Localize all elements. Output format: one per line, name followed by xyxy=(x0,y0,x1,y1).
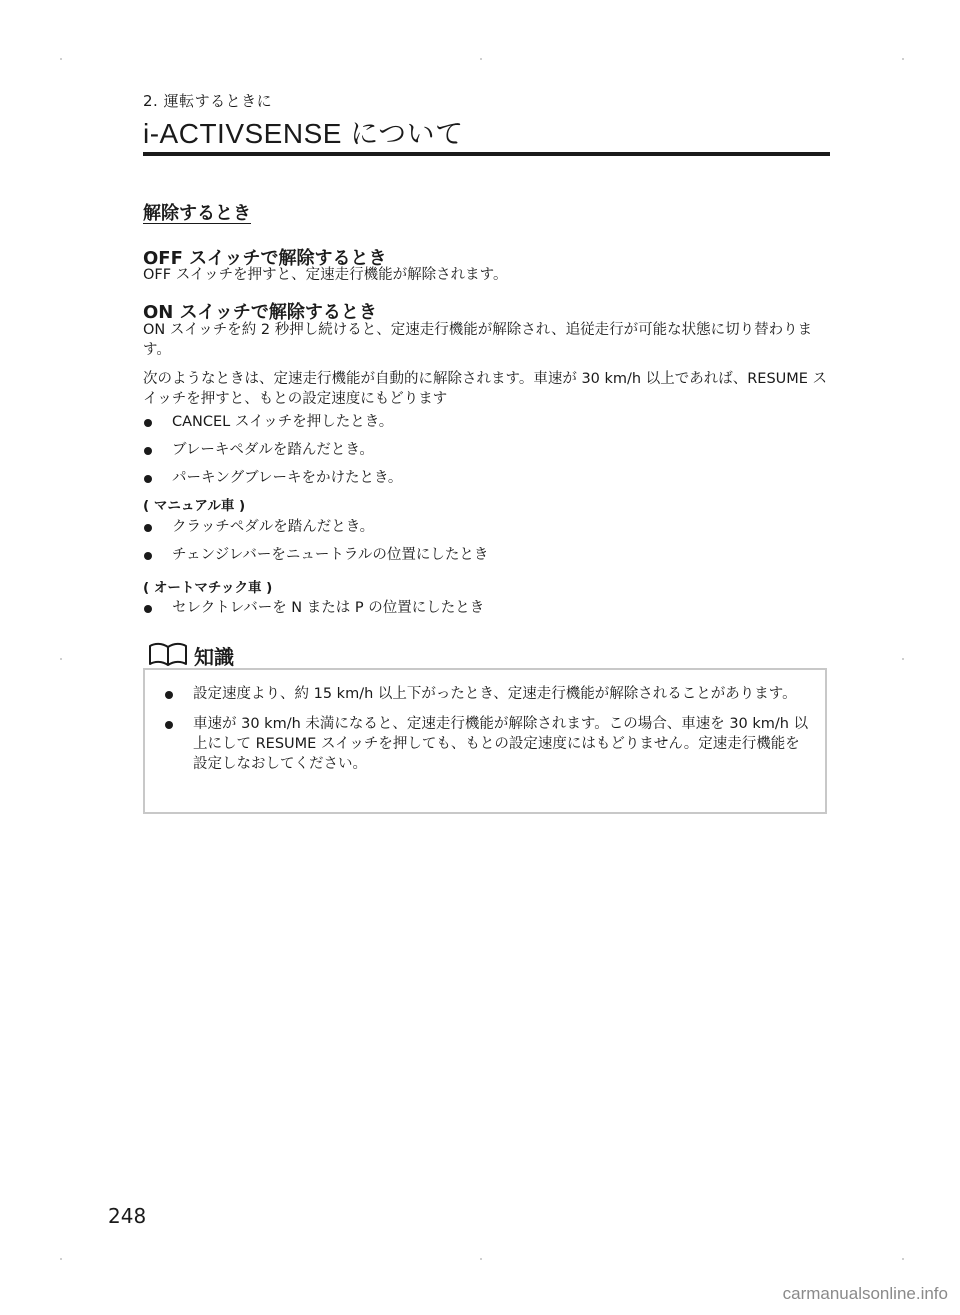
on-switch-heading: ON スイッチで解除するとき xyxy=(143,302,377,323)
manual-car-label: ( マニュアル車 ) xyxy=(143,498,246,514)
section-title: 解除するとき xyxy=(143,203,251,224)
page-title: i-ACTIVSENSE について xyxy=(143,118,464,149)
bullet-icon xyxy=(144,419,152,427)
list-item: ブレーキペダルを踏んだとき。 xyxy=(143,440,833,468)
on-switch-para2: 次のようなときは、定速走行機能が自動的に解除されます。車速が 30 km/h 以上であれば、RESUME スイッチを押すと、もとの設定速度にもどります xyxy=(143,371,828,407)
bullet-icon xyxy=(144,552,152,560)
list-item: チェンジレバーをニュートラルの位置にしたとき xyxy=(143,545,833,573)
title-divider xyxy=(143,152,830,156)
bullet-icon xyxy=(144,524,152,532)
watermark: carmanualsonline.info xyxy=(782,1284,948,1303)
chapter-label: 2. 運転するときに xyxy=(143,92,273,110)
list-item: クラッチペダルを踏んだとき。 xyxy=(143,517,833,545)
page-number: 248 xyxy=(108,1204,147,1228)
off-switch-heading: OFF スイッチで解除するとき xyxy=(143,248,387,269)
knowledge-header xyxy=(148,640,234,670)
bullet-icon xyxy=(165,721,173,729)
bullet-icon xyxy=(165,691,173,699)
bullet-icon xyxy=(144,605,152,613)
off-switch-text: OFF スイッチを押すと、定速走行機能が解除されます。 xyxy=(143,267,508,283)
bullet-icon xyxy=(144,475,152,483)
knowledge-list xyxy=(145,670,825,774)
list-item: CANCEL スイッチを押したとき。 xyxy=(143,412,833,440)
knowledge-box xyxy=(143,668,827,814)
automatic-car-list xyxy=(143,598,833,626)
book-icon xyxy=(148,642,188,668)
list-item: 設定速度より、約 15 km/h 以上下がったとき、定速走行機能が解除されることがあります。 xyxy=(165,684,811,704)
bullet-icon xyxy=(144,447,152,455)
list-item: パーキングブレーキをかけたとき。 xyxy=(143,468,833,496)
knowledge-label: 知識 xyxy=(194,644,234,669)
automatic-car-label: ( オートマチック車 ) xyxy=(143,580,273,596)
manual-car-list xyxy=(143,517,833,573)
on-switch-para1: ON スイッチを約 2 秒押し続けると、定速走行機能が解除され、追従走行が可能な状態に切り替わります。 xyxy=(143,322,813,358)
auto-cancel-list xyxy=(143,412,833,496)
list-item: 車速が 30 km/h 未満になると、定速走行機能が解除されます。この場合、車速を 30 km/h 以上にして RESUME スイッチを押しても、もとの設定速度にはもどりません。定速走行機能を設定しなおしてください。 xyxy=(165,714,811,774)
list-item: セレクトレバーを N または P の位置にしたとき xyxy=(143,598,833,626)
